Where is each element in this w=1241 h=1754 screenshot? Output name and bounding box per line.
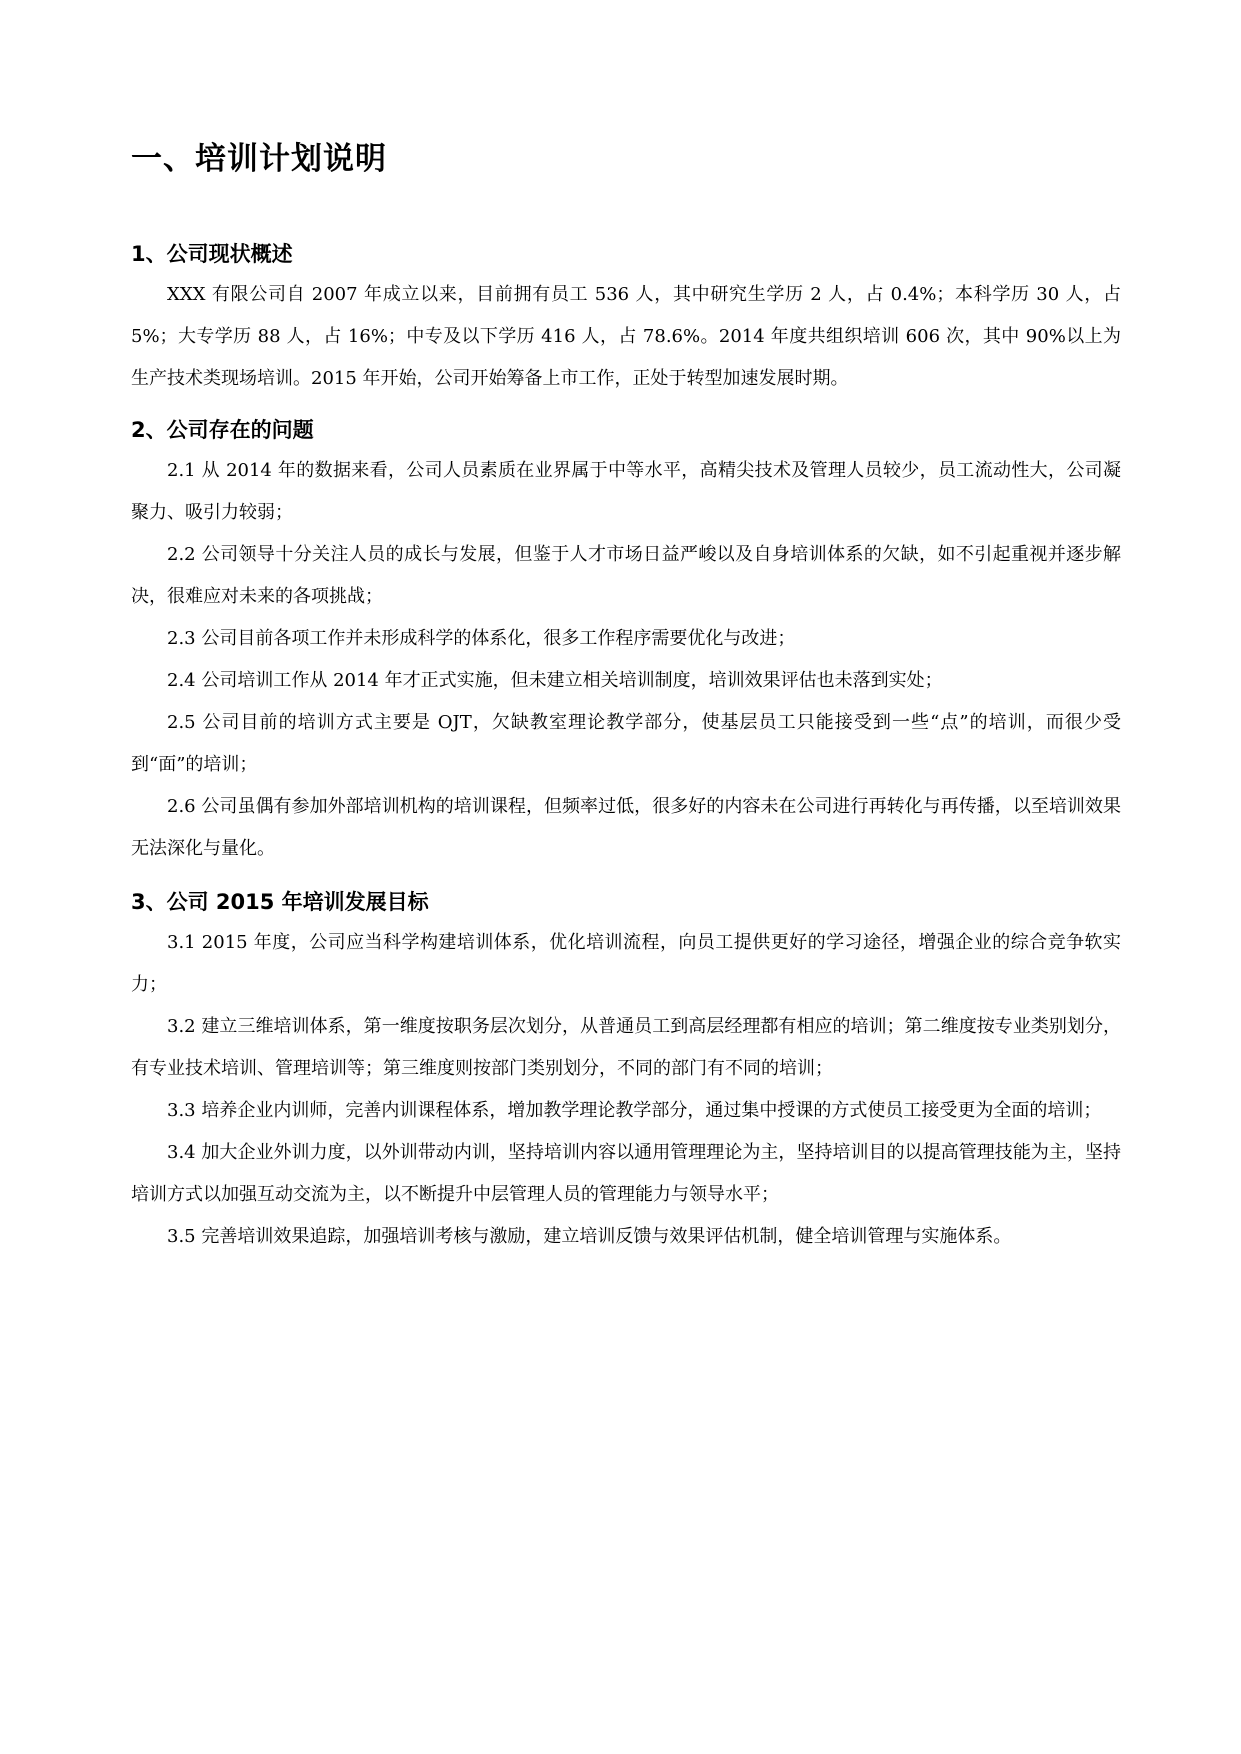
paragraph: 2.6 公司虽偶有参加外部培训机构的培训课程，但频率过低，很多好的内容未在公司进行再转化与再传播，以至培训效果无法深化与量化。: [131, 796, 1121, 859]
paragraph: 2.3 公司目前各项工作并未形成科学的体系化，很多工作程序需要优化与改进；: [167, 628, 796, 649]
section-training-goals: [131, 882, 1121, 1258]
paragraph: 3.1 2015 年度，公司应当科学构建培训体系，优化培训流程，向员工提供更好的学习途径，增强企业的综合竞争软实力；: [131, 932, 1121, 995]
paragraph: 3.5 完善培训效果追踪，加强培训考核与激励，建立培训反馈与效果评估机制，健全培训管理与实施体系。: [167, 1226, 1012, 1247]
page-title: 一、培训计划说明: [131, 141, 387, 177]
paragraph: 3.3 培养企业内训师，完善内训课程体系，增加教学理论教学部分，通过集中授课的方式使员工接受更为全面的培训；: [167, 1100, 1102, 1121]
paragraph: 3.4 加大企业外训力度，以外训带动内训，坚持培训内容以通用管理理论为主，坚持培训目的以提高管理技能为主，坚持培训方式以加强互动交流为主，以不断提升中层管理人员的管理能力与领导水平；: [131, 1142, 1121, 1205]
paragraph: XXX 有限公司自 2007 年成立以来，目前拥有员工 536 人，其中研究生学历 2 人，占 0.4%；本科学历 30 人，占 5%；大专学历 88 人，占 16%；中专及以下学历 416 人，占 78.6%。2014 年度共组织培训 606 次，其中 90%以上为生产技术类现场培训。2015 年开始，公司开始筹备上市工作，正处于转型加速发展时期。: [131, 284, 1121, 389]
paragraph: 2.4 公司培训工作从 2014 年才正式实施，但未建立相关培训制度，培训效果评估也未落到实处；: [167, 670, 943, 691]
section-heading: 3、公司 2015 年培训发展目标: [131, 890, 429, 914]
paragraph: 2.2 公司领导十分关注人员的成长与发展，但鉴于人才市场日益严峻以及自身培训体系的欠缺，如不引起重视并逐步解决，很难应对未来的各项挑战；: [131, 544, 1121, 607]
section-heading: 1、公司现状概述: [131, 242, 293, 266]
section-company-problems: [131, 410, 1121, 870]
paragraph: 2.1 从 2014 年的数据来看，公司人员素质在业界属于中等水平，高精尖技术及管理人员较少，员工流动性大，公司凝聚力、吸引力较弱；: [131, 460, 1121, 523]
paragraph: 2.5 公司目前的培训方式主要是 OJT，欠缺教室理论教学部分，使基层员工只能接受到一些“点”的培训，而很少受到“面”的培训；: [131, 712, 1121, 775]
section-heading: 2、公司存在的问题: [131, 418, 314, 442]
section-company-overview: [131, 234, 1121, 400]
paragraph: 3.2 建立三维培训体系，第一维度按职务层次划分，从普通员工到高层经理都有相应的培训；第二维度按专业类别划分，有专业技术培训、管理培训等；第三维度则按部门类别划分，不同的部门有不同的培训；: [131, 1016, 1121, 1079]
